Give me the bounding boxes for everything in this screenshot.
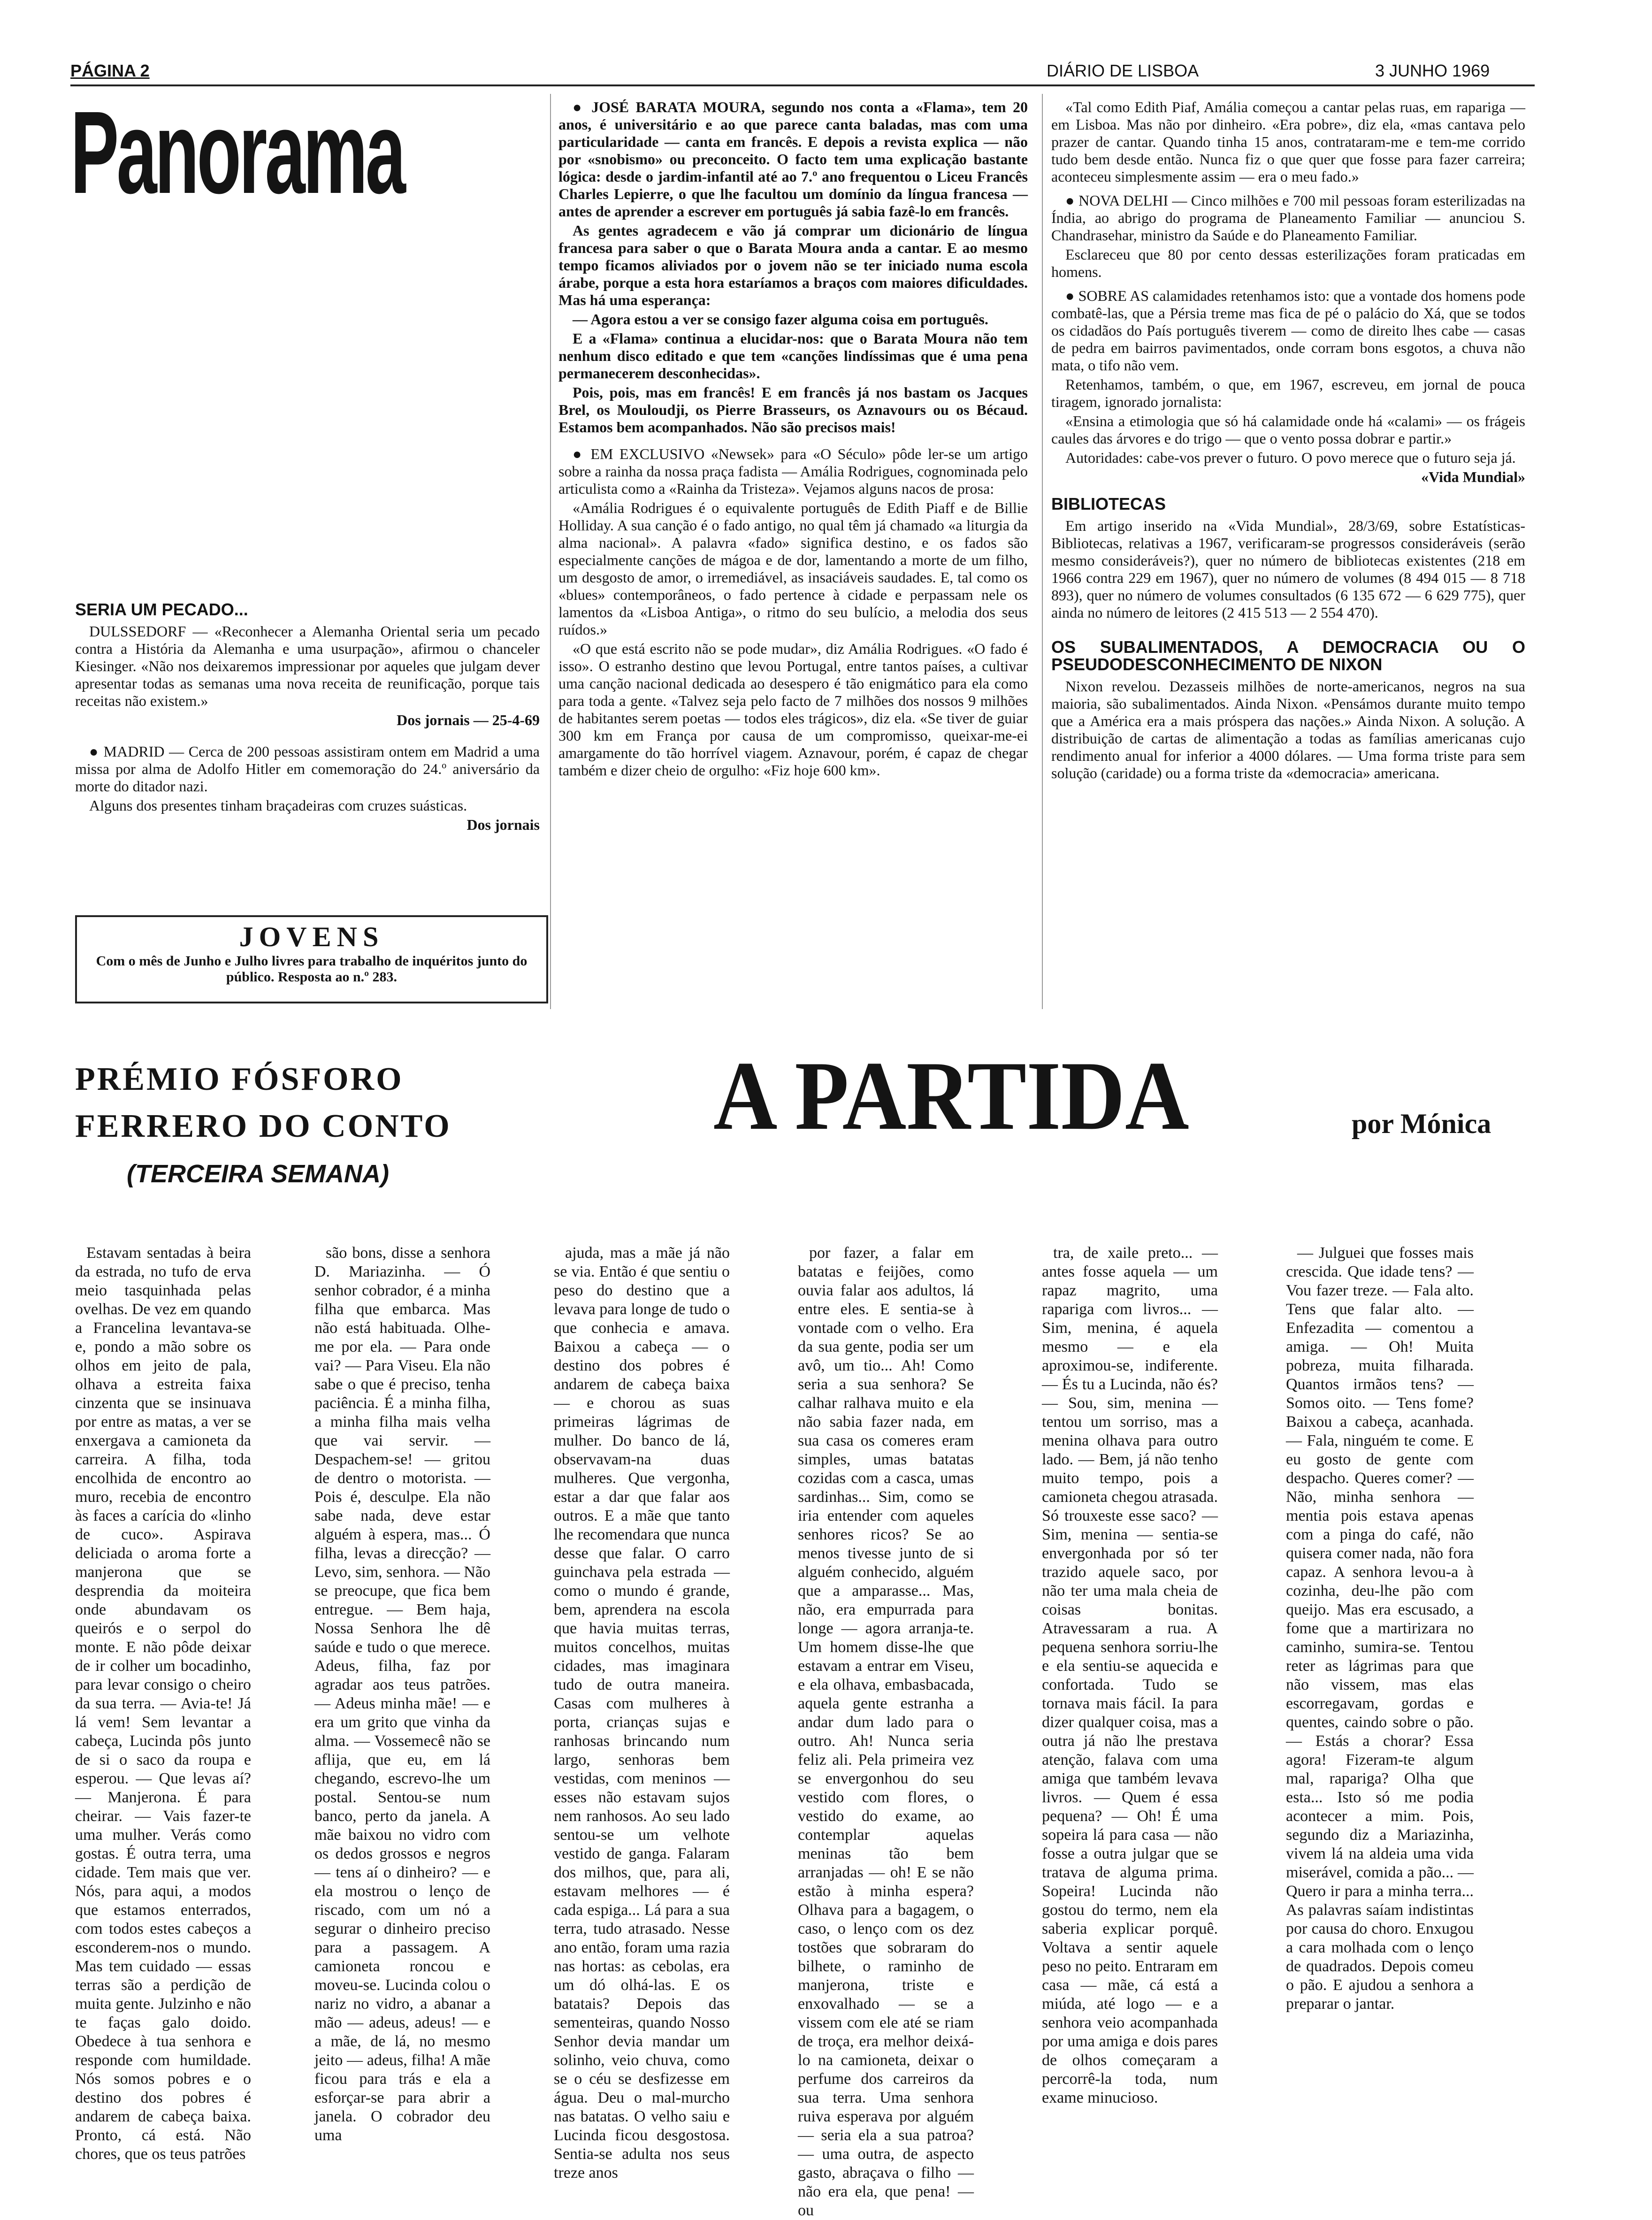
article-barata-moura-2: As gentes agradecem e vão já comprar um dicionário de língua francesa para saber o que o Barata Moura anda a cantar. E ao mesmo tempo ficamos aliviados por o jovem não se ter iniciado numa escola árabe, porque a esta hora estaríamos a braços com maiores dificuldades. Mas há uma esperança: <box>558 222 1028 308</box>
story-text: Estavam sentadas à beira da estrada, no tufo de erva meio tasquinhada pelas ovelhas. De vez em quando a Francelina levantava-se e, pondo a mão sobre os olhos em jeito de pala, olhava a estreita faixa cinzenta que se insinuava por entre as matas, a ver se enxergava a camioneta da carreira. A filha, toda encolhida de encontro ao muro, recebia de encontro às faces a carícia do «linho de cuco». Aspirava deliciada o aroma forte a manjerona que se desprendia da moiteira onde abundavam os queirós e o serpol do monte. E não pôde deixar de ir colher um bocadinho, para levar consigo o cheiro da sua terra. — Avia-te! Já lá vem! Sem levantar a cabeça, Lucinda pôs junto de si o saco da roupa e esperou. — Que levas aí? — Manjerona. É para cheirar. — Vais fazer-te uma mulher. Verás como gostas. É outra terra, uma cidade. Tem mais que ver. Nós, para aqui, a modos que estamos enterrados, com todos estes cabeços a esconderem-nos o mundo. Mas tem cuidado — essas terras são a perdição de muita gente. Julzinho e não te faças galo doido. Obedece à tua senhora e responde com humildade. Nós somos pobres e o destino dos pobres é andarem de cabeça baixa. Pronto, cá está. Não chores, que os teus patrões <box>75 1244 251 2163</box>
newspaper-name: DIÁRIO DE LISBOA <box>1047 61 1199 80</box>
source-line: Dos jornais — 25-4-69 <box>397 712 540 728</box>
story-text: tra, de xaile preto... — antes fosse aquela — um rapaz magrito, uma rapariga com livros... — Sim, menina, é aquela mesmo — e ela aproximou-se, indiferente. — És tu a Lucinda, não és? — Sou, sim, menina — tentou um sorriso, mas a menina olhava para outro lado. — Bem, já não tenho muito tempo, pois a camioneta chegou atrasada. Só trouxeste esse saco? — Sim, menina — sentia-se envergonhada por só ter trazido aquele saco, por não ter uma mala cheia de coisas bonitas. Atravessaram a rua. A pequena senhora sorriu-lhe e ela sentiu-se aquecida e confortada. Tudo se tornava mais fácil. Ia para dizer qualquer coisa, mas a outra já não lhe prestava atenção, falava com uma amiga que também levava livros. — Quem é essa pequena? — Oh! É uma sopeira lá para casa — não fosse a outra julgar que se tratava de alguma prima. Sopeira! Lucinda não gostou do termo, nem ela saberia explicar porquê. Voltava a sentir aquele peso no peito. Entraram em casa — mãe, cá está a miúda, até logo — e a senhora veio acompanhada por uma amiga e dois pares de olhos começaram a percorrê-la toda, num exame minucioso. <box>1042 1244 1218 2106</box>
story-column-2 <box>314 1244 490 2145</box>
article-barata-moura-5: Pois, pois, mas em francês! E em francês já nos bastam os Jacques Brel, os Mouloudji, os Pierre Brasseurs, os Aznavours ou os Bécaud. Estamos bem acompanhados. Não são precisos mais! <box>558 384 1028 436</box>
prize-title-line-2: FERRERO DO CONTO <box>75 1108 451 1144</box>
heading-subalimentados: OS SUBALIMENTADOS, A DEMOCRACIA OU O PSEUDODESCONHECIMENTO DE NIXON <box>1051 637 1525 674</box>
article-dulssedorf: DULSSEDORF — «Reconhecer a Alemanha Oriental seria um pecado contra a História da Alemanha e uma usurpação», afirmou o chanceler Kiesinger. «Não nos deixaremos impressionar por aqueles que julgam dever apresentar todas as semanas uma nova receita de reunificação, porque tais receitas não existem.» <box>75 623 540 709</box>
jovens-box <box>75 915 548 1003</box>
article-barata-moura-4: E a «Flama» continua a elucidar-nos: que o Barata Moura não tem nenhum disco editado e que tem «canções lindíssimas que é uma pena permanecerem desconhecidas». <box>558 330 1028 382</box>
column-3 <box>1051 99 1525 784</box>
column-divider <box>1042 94 1043 1009</box>
article-nixon: Nixon revelou. Dezasseis milhões de norte-americanos, negros na sua maioria, são subalimentados. Ainda Nixon. «Pensámos durante muito tempo que a América era a mais próspera das nações.» Ainda Nixon. A solução. A distribuição de cartas de alimentação a todas as famílias americanas cujo rendimento anual for inferior a 4000 dólares. — Uma forma triste para sem solução (caridade) ou a forma triste da «democracia» americana. <box>1051 678 1525 781</box>
article-nova-delhi: ● NOVA DELHI — Cinco milhões e 700 mil pessoas foram esterilizadas na Índia, ao abrigo do programa de Planeamento Familiar — anunciou S. Chandrasehar, ministro da Saúde e do Planeamento Familiar. <box>1051 192 1525 244</box>
header-rule <box>70 84 1535 86</box>
issue-date: 3 JUNHO 1969 <box>1375 61 1490 80</box>
article-barata-moura-3: — Agora estou a ver se consigo fazer alguma coisa em português. <box>573 311 988 328</box>
prize-title-line-1: PRÉMIO FÓSFORO <box>75 1061 404 1097</box>
column-2 <box>558 99 1028 781</box>
article-amalia-3: «O que está escrito não se pode mudar», diz Amália Rodrigues. «O fado é isso». O estranho destino que levou Portugal, entre tantos países, a cultivar uma canção nacional dedicada ao desespero é tão enigmático para ela como para toda a gente. «Talvez seja pelo facto de 7 milhões dos nossos 9 milhões de habitantes serem poetas — todos eles trágicos», diz ela. «Se tiver de guiar 300 km em França por causa de um compromisso, queixar-me-ei amargamente do tão horrível viagem. Aznavour, porém, é capaz de chegar também e dizer cheio de orgulho: «Fiz hoje 600 km». <box>558 640 1028 779</box>
heading-seria-um-pecado: SERIA UM PECADO... <box>75 600 248 619</box>
article-amalia-2: «Amália Rodrigues é o equivalente português de Edith Piaff e de Billie Holliday. A sua canção é o fado antigo, no qual têm já chamado «a liturgia da alma nacional». A palavra «fado» significa destino, e os fados são especialmente canções de mágoa e de dor, lamentando a morte de um filho, um desgosto de amor, o irremediável, as insaciáveis saudades. E, tal como os «blues» contemporâneos, o fado pertence à cidade e perpassam nele os lamentos da «Lisboa Antiga», o ritmo do seu bulício, a melodia dos seus ruídos.» <box>558 499 1028 638</box>
article-calamidades-2: Retenhamos, também, o que, em 1967, escreveu, em jornal de pouca tiragem, ignorado jornalista: <box>1051 376 1525 410</box>
page-number: PÁGINA 2 <box>70 61 150 80</box>
story-title: A PARTIDA <box>713 1041 1189 1150</box>
article-nova-delhi-2: Esclareceu que 80 por cento dessas esterilizações foram praticadas em homens. <box>1051 246 1525 280</box>
article-amalia: ● EM EXCLUSIVO «Newsek» para «O Século» pôde ler-se um artigo sobre a rainha da nossa praça fadista — Amália Rodrigues, cognominada pelo articulista como a «Rainha da Tristeza». Vejamos alguns nacos de prosa: <box>558 445 1028 497</box>
story-column-3 <box>554 1244 730 2182</box>
story-column-6 <box>1286 1244 1474 2013</box>
story-text: ajuda, mas a mãe já não se via. Então é que sentiu o peso do destino que a levava para longe de tudo o que conhecia e amava. Baixou a cabeça — o destino dos pobres é andarem de cabeça baixa — e chorou as suas primeiras lágrimas de mulher. Do banco de lá, observavam-na duas mulheres. Que vergonha, estar a dar que falar aos outros. E a mãe que tanto lhe recomendara que nunca desse que falar. O carro guinchava pela estrada — como o mundo é grande, bem, aprendera na escola que havia muitas terras, muitos concelhos, muitas cidades, mas imaginara tudo de outra maneira. Casas com mulheres à porta, crianças sujas e ranhosas brincando num largo, senhoras bem vestidas, com meninos — esses não estavam sujos nem ranhosos. Ao seu lado sentou-se um velhote vestido de ganga. Falaram dos milhos, que, para ali, estavam melhores — é cada espiga... Lá para a sua terra, tudo atrasado. Nesse ano então, foram uma razia nas hortas: as cebolas, era um dó olhá-las. E os batatais? Depois das sementeiras, quando Nosso Senhor devia mandar um solinho, veio chuva, como se o céu se desfizesse em água. Deu o mal-murcho nas batatas. O velho saiu e Lucinda ficou desgostosa. Sentia-se adulta nos seus treze anos <box>554 1244 730 2182</box>
story-text: — Julguei que fosses mais crescida. Que idade tens? — Vou fazer treze. — Fala alto. Tens que falar alto. — Enfezadita — comentou a amiga. — Oh! Muita pobreza, muita filharada. Quantos irmãos tens? — Somos oito. — Tens fome? Baixou a cabeça, acanhada. — Fala, ninguém te come. E eu gosto de gente com despacho. Queres comer? — Não, minha senhora — mentia pois estava apenas com a pinga do café, não quisera comer nada, não fora capaz. A senhora levou-a à cozinha, deu-lhe pão com queijo. Mas era escusado, a fome que a martirizara no caminho, sumira-se. Tentou reter as lágrimas para que não vissem, mas elas escorregavam, gordas e quentes, caindo sobre o pão. — Estás a chorar? Essa agora! Fizeram-te algum mal, rapariga? Olha que esta... Isto só me podia acontecer a mim. Pois, segundo diz a Mariazinha, vivem lá na aldeia uma vida miserável, comida a pão... — Quero ir para a minha terra... As palavras saíam indistintas por causa do choro. Enxugou a cara molhada com o lenço de quadrados. Depois comeu o pão. E ajudou a senhora a preparar o jantar. <box>1286 1244 1474 2013</box>
article-calamidades: ● SOBRE AS calamidades retenhamos isto: que a vontade dos homens pode combatê-las, que a Pérsia treme mas fica de pé o palácio do Xá, que se todos os cidadãos do País português tiverem — como de direito lhes cabe — casas de pedra em bairros pavimentados, onde corram bons esgotos, a chuva não mata, o tifo não vem. <box>1051 287 1525 374</box>
article-madrid: ● MADRID — Cerca de 200 pessoas assistiram ontem em Madrid a uma missa por alma de Adolfo Hitler em comemoração do 24.º aniversário da morte do ditador nazi. <box>75 743 540 795</box>
article-calamidades-4: Autoridades: cabe-vos prever o futuro. O povo merece que o futuro seja já. <box>1065 449 1516 466</box>
source-line: «Vida Mundial» <box>1421 468 1525 485</box>
column-1 <box>75 591 540 835</box>
story-author: por Mónica <box>1352 1108 1491 1139</box>
article-madrid-cont: Alguns dos presentes tinham braçadeiras com cruzes suásticas. <box>89 797 467 814</box>
story-column-1 <box>75 1244 251 2164</box>
jovens-text: Com o mês de Junho e Julho livres para trabalho de inquéritos junto do público. Resposta ao n.º 283. <box>96 953 528 985</box>
section-masthead: Panorama <box>70 87 404 218</box>
article-barata-moura: ● JOSÉ BARATA MOURA, segundo nos conta a «Flama», tem 20 anos, é universitário e ao que parece canta baladas, mas com uma particularidade — canta em francês. E depois a revista explica — não por «snobismo» ou preconceito. O facto tem uma explicação bastante lógica: desde o jardim-infantil até ao 7.º ano frequentou o Liceu Francês Charles Lepierre, o que lhe facultou um domínio da língua francesa — antes de aprender a escrever em português já sabia fazê-lo em francês. <box>558 99 1028 220</box>
article-bibliotecas: Em artigo inserido na «Vida Mundial», 28/3/69, sobre Estatísticas-Bibliotecas, relativas a 1967, verificaram-se progressos consideráveis (serão mesmo consideráveis?), quer no número de bibliotecas existentes (218 em 1966 contra 229 em 1967), quer no número de volumes (8 494 015 — 8 718 893), quer no número de volumes consultados (6 135 672 — 6 629 775), quer ainda no número de leitores (2 415 513 — 2 554 470). <box>1051 517 1525 621</box>
heading-bibliotecas: BIBLIOTECAS <box>1051 494 1166 513</box>
article-calamidades-3: «Ensina a etimologia que só há calamidade onde há «calami» — os frágeis caules das árvores e do trigo — que o vento possa dobrar e partir.» <box>1051 413 1525 447</box>
jovens-title: JOVENS <box>239 921 384 952</box>
article-piaf: «Tal como Edith Piaf, Amália começou a cantar pelas ruas, em rapariga — em Lisboa. Mas não por dinheiro. «Era pobre», diz ela, «mas cantava pelo prazer de cantar. Quando tinha 15 anos, contrataram-me e tem-me corrido tudo bem desde então. Nunca fiz o que quer que fosse para fazer carreira; aconteceu simplesmente assim — era o meu fado.» <box>1051 99 1525 185</box>
story-text: por fazer, a falar em batatas e feijões, como ouvia falar aos adultos, lá entre eles. E sentia-se à vontade com o velho. Era da sua gente, podia ser um avô, um tio... Ah! Como seria a sua senhora? Se calhar ralhava muito e ela não sabia fazer nada, em sua casa os comeres eram simples, umas batatas cozidas com a casca, umas sardinhas... Sim, como se iria entender com aqueles senhores ricos? Se ao menos tivesse junto de si alguém conhecido, alguém que a amparasse... Mas, não, era empurrada para longe — agora arranja-te. Um homem disse-lhe que estavam a entrar em Viseu, e ela olhava, embasbacada, aquela gente estranha a andar dum lado para o outro. Ah! Nunca seria feliz ali. Pela primeira vez se envergonhou do seu vestido com flores, o vestido do exame, ao contemplar aquelas meninas tão bem arranjadas — oh! E se não estão à minha espera? Olhava para a bagagem, o caso, o lenço com os dez tostões que sobraram do bilhete, o raminho de manjerona, triste e enxovalhado — se a vissem com ele até se riam de troça, era melhor deixá-lo na camioneta, deixar o perfume dos carreiros da sua terra. Uma senhora ruiva esperava por alguém — seria ela a sua patroa? — uma outra, de aspecto gasto, abraçava o filho — não era ela, que pena! — ou <box>798 1244 974 2219</box>
source-line: Dos jornais <box>467 816 540 833</box>
column-divider <box>550 94 551 1009</box>
story-column-4 <box>798 1244 974 2220</box>
story-column-5 <box>1042 1244 1218 2107</box>
prize-week: (TERCEIRA SEMANA) <box>127 1160 389 1188</box>
story-text: são bons, disse a senhora D. Mariazinha. — Ó senhor cobrador, é a minha filha que embarca. Mas não está habituada. Olhe-me por ela. — Para onde vai? — Para Viseu. Ela não sabe o que é preciso, tenha paciência. É a minha filha, a minha filha mais velha que vai servir. — Despachem-se! — gritou de dentro o motorista. — Pois é, desculpe. Ela não sabe nada, deve estar alguém à espera, mas... Ó filha, levas a direcção? — Levo, sim, senhora. — Não se preocupe, que fica bem entregue. — Bem haja, Nossa Senhora lhe dê saúde e tudo o que merece. Adeus, filha, faz por agradar aos teus patrões. — Adeus minha mãe! — e era um grito que vinha da alma. — Vossemecê não se aflija, que eu, em lá chegando, escrevo-lhe um postal. Sentou-se num banco, perto da janela. A mãe baixou no vidro com os dedos grossos e negros — tens aí o dinheiro? — e ela mostrou o lenço de riscado, com um nó a segurar o dinheiro preciso para a passagem. A camioneta roncou e moveu-se. Lucinda colou o nariz no vidro, a abanar a mão — adeus, adeus! — e a mãe, de lá, no mesmo jeito — adeus, filha! A mãe ficou para trás e ela a esforçar-se para abrir a janela. O cobrador deu uma <box>314 1244 490 2144</box>
